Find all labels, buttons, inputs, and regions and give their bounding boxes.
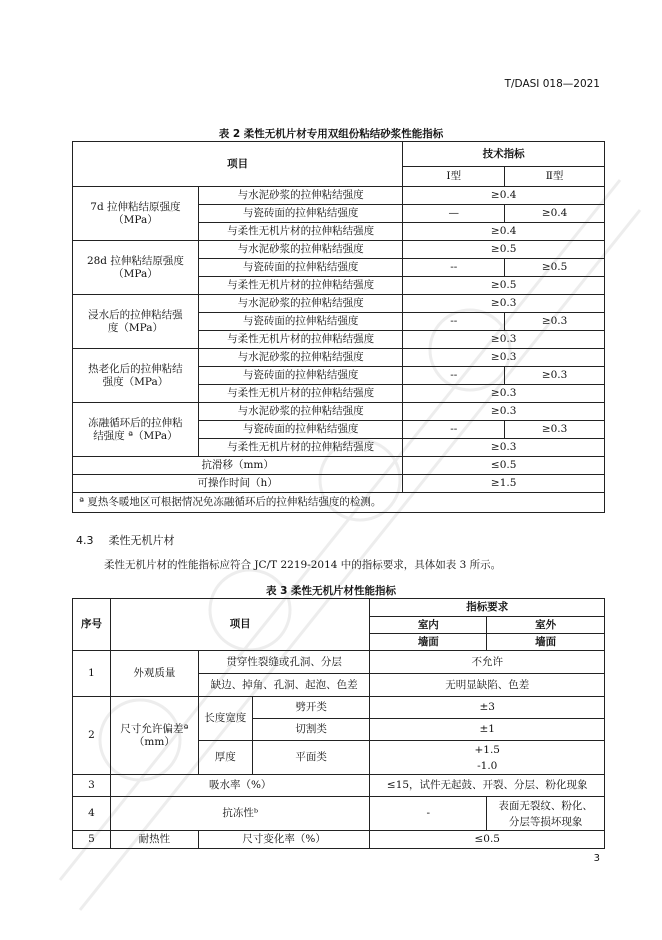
table2-sub-label: 与柔性无机片材的拉伸粘结强度 xyxy=(198,331,403,349)
table2-value: ≥0.3 xyxy=(403,331,605,349)
table3-header-no: 序号 xyxy=(73,599,111,651)
table2-header-tech: 技术指标 xyxy=(403,142,605,167)
table2-header-type1: Ⅰ型 xyxy=(403,167,505,187)
table3-header-outdoor: 室外 xyxy=(487,617,605,634)
table2-dash: — xyxy=(403,205,505,223)
table3-heat-resistance-label: 耐热性 xyxy=(110,831,198,849)
table2-group-name: 热老化后的拉伸粘结 强度（MPa） xyxy=(73,349,199,403)
table2-sub-label: 与柔性无机片材的拉伸粘结强度 xyxy=(198,277,403,295)
table2-dash: -- xyxy=(403,259,505,277)
table3-appearance-label: 外观质量 xyxy=(110,651,198,697)
table2-group-name: 冻融循环后的拉伸粘 结强度 ª（MPa） xyxy=(73,403,199,457)
table3-row-no: 5 xyxy=(73,831,111,849)
table2-value: ≥0.5 xyxy=(505,259,605,277)
table2-sub-label: 与水泥砂浆的拉伸粘结强度 xyxy=(198,187,403,205)
table3-crack-value: 不允许 xyxy=(370,651,605,674)
table3-plane-value: +1.5 -1.0 xyxy=(370,741,605,775)
table2-sub-label: 与瓷砖面的拉伸粘结强度 xyxy=(198,205,403,223)
table2-value: ≥0.3 xyxy=(505,421,605,439)
table3-cut-value: ±1 xyxy=(370,719,605,741)
table2-dash: -- xyxy=(403,367,505,385)
table2 xyxy=(72,141,605,513)
table3-header-wall-outdoor: 墙面 xyxy=(487,634,605,651)
table3-row-no: 2 xyxy=(73,697,111,775)
table2-group-name: 28d 拉伸粘结原强度 （MPa） xyxy=(73,241,199,295)
section-number: 4.3 xyxy=(76,534,94,547)
table3-row-no: 4 xyxy=(73,797,111,831)
table2-value: ≥0.5 xyxy=(403,241,605,259)
table2-slip-value: ≤0.5 xyxy=(403,457,605,475)
table3-frost-outdoor: 表面无裂纹、粉化、 分层等损坏现象 xyxy=(487,797,605,831)
table3-row-no: 1 xyxy=(73,651,111,697)
table2-header-type2: Ⅱ型 xyxy=(505,167,605,187)
table3-thickness-label: 厚度 xyxy=(198,741,252,775)
table2-open-time-label: 可操作时间（h） xyxy=(73,475,403,493)
table2-value: ≥0.3 xyxy=(403,439,605,457)
table3-split-label: 劈开类 xyxy=(252,697,370,719)
table2-dash: -- xyxy=(403,313,505,331)
table3-absorption-value: ≤15，试件无起鼓、开裂、分层、粉化现象 xyxy=(370,775,605,797)
table3-header-requirement: 指标要求 xyxy=(370,599,605,617)
table2-footnote: ª 夏热冬暖地区可根据情况免冻融循环后的拉伸粘结强度的检测。 xyxy=(73,493,605,513)
table2-sub-label: 与柔性无机片材的拉伸粘结强度 xyxy=(198,223,403,241)
table2-value: ≥0.3 xyxy=(403,349,605,367)
table3-length-width-label: 长度宽度 xyxy=(198,697,252,741)
table2-value: ≥0.4 xyxy=(505,205,605,223)
table2-sub-label: 与瓷砖面的拉伸粘结强度 xyxy=(198,313,403,331)
table2-group-name: 浸水后的拉伸粘结强 度（MPa） xyxy=(73,295,199,349)
table2-group-name: 7d 拉伸粘结原强度 （MPa） xyxy=(73,187,199,241)
section-heading xyxy=(76,532,175,548)
table2-sub-label: 与水泥砂浆的拉伸粘结强度 xyxy=(198,403,403,421)
table3-dimension-label: 尺寸允许偏差ª （mm） xyxy=(110,697,198,775)
table3-defect-label: 缺边、掉角、孔洞、起泡、色差 xyxy=(198,674,370,697)
table3-cut-label: 切割类 xyxy=(252,719,370,741)
table2-open-time-value: ≥1.5 xyxy=(403,475,605,493)
table2-caption: 表 2 柔性无机片材专用双组份粘结砂浆性能指标 xyxy=(218,128,444,140)
table2-value: ≥0.4 xyxy=(403,223,605,241)
table2-value: ≥0.3 xyxy=(403,403,605,421)
table2-sub-label: 与水泥砂浆的拉伸粘结强度 xyxy=(198,295,403,313)
table2-header-item: 项目 xyxy=(73,142,403,187)
table2-value: ≥0.3 xyxy=(403,295,605,313)
table3 xyxy=(72,598,605,849)
table3-crack-label: 贯穿性裂缝或孔洞、分层 xyxy=(198,651,370,674)
table3-header-indoor: 室内 xyxy=(370,617,487,634)
table2-value: ≥0.3 xyxy=(505,313,605,331)
table2-value: ≥0.3 xyxy=(505,367,605,385)
table3-plane-label: 平面类 xyxy=(252,741,370,775)
table2-sub-label: 与瓷砖面的拉伸粘结强度 xyxy=(198,259,403,277)
table3-header-wall-indoor: 墙面 xyxy=(370,634,487,651)
table2-value: ≥0.4 xyxy=(403,187,605,205)
table3-absorption-label: 吸水率（%） xyxy=(110,775,370,797)
page-number: 3 xyxy=(593,853,600,864)
table3-frost-indoor: - xyxy=(370,797,487,831)
table2-value: ≥0.5 xyxy=(403,277,605,295)
document-id: T/DASI 018—2021 xyxy=(504,78,600,90)
table2-sub-label: 与水泥砂浆的拉伸粘结强度 xyxy=(198,349,403,367)
table2-sub-label: 与柔性无机片材的拉伸粘结强度 xyxy=(198,385,403,403)
table2-sub-label: 与柔性无机片材的拉伸粘结强度 xyxy=(198,439,403,457)
section-paragraph: 柔性无机片材的性能指标应符合 JC/T 2219-2014 中的指标要求，具体如表 3 所示。 xyxy=(104,559,502,571)
table3-row-no: 3 xyxy=(73,775,111,797)
table3-header-item: 项目 xyxy=(110,599,370,651)
table2-sub-label: 与瓷砖面的拉伸粘结强度 xyxy=(198,421,403,439)
table3-defect-value: 无明显缺陷、色差 xyxy=(370,674,605,697)
table2-value: ≥0.3 xyxy=(403,385,605,403)
table2-slip-label: 抗滑移（mm） xyxy=(73,457,403,475)
table3-caption: 表 3 柔性无机片材性能指标 xyxy=(265,585,397,597)
table3-dimension-change-label: 尺寸变化率（%） xyxy=(198,831,370,849)
table2-sub-label: 与瓷砖面的拉伸粘结强度 xyxy=(198,367,403,385)
table2-dash: -- xyxy=(403,421,505,439)
section-title: 柔性无机片材 xyxy=(108,534,175,547)
table3-dimension-change-value: ≤0.5 xyxy=(370,831,605,849)
table3-split-value: ±3 xyxy=(370,697,605,719)
table3-frost-label: 抗冻性ᵇ xyxy=(110,797,370,831)
table2-sub-label: 与水泥砂浆的拉伸粘结强度 xyxy=(198,241,403,259)
